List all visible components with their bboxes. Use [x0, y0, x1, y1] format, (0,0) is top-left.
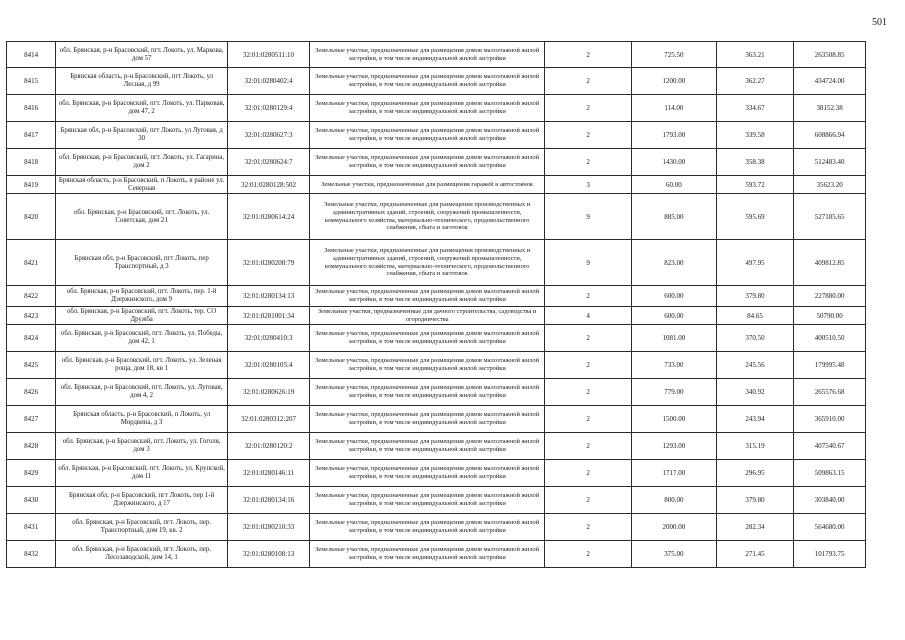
cadastral-number-cell: 32:01:0280210:33 — [227, 514, 309, 541]
row-number-cell: 8426 — [7, 379, 56, 406]
cadastral-value-cell: 564680.00 — [794, 514, 866, 541]
area-cell: 375.00 — [632, 541, 717, 568]
group-cell: 3 — [545, 176, 632, 194]
table-row — [7, 240, 866, 286]
row-number-cell: 8416 — [7, 95, 56, 122]
row-number-cell: 8421 — [7, 240, 56, 286]
address-cell: обл. Брянская, р-н Брасовский, пгт. Локоть, ул. Крупской, дом 11 — [56, 460, 228, 487]
land-use-cell: Земельные участки, предназначенные для размещения домов малоэтажной жилой застройки, в том числе индивидуальной жилой застройки — [310, 406, 545, 433]
land-use-cell: Земельные участки, предназначенные для дачного строительства, садоводства и огородничества — [310, 307, 545, 325]
cadastral-number-cell: 32:01:0280624:7 — [227, 149, 309, 176]
cadastral-number-cell: 32:01:0280511:10 — [227, 42, 309, 68]
cadastral-number-cell: 32:01:0280134:16 — [227, 487, 309, 514]
table-row — [7, 379, 866, 406]
group-cell: 2 — [545, 149, 632, 176]
specific-value-cell: 362.27 — [716, 68, 794, 95]
land-use-cell: Земельные участки, предназначенные для размещения домов малоэтажной жилой застройки, в том числе индивидуальной жилой застройки — [310, 95, 545, 122]
row-number-cell: 8432 — [7, 541, 56, 568]
row-number-cell: 8431 — [7, 514, 56, 541]
area-cell: 725.50 — [632, 42, 717, 68]
table-row — [7, 194, 866, 240]
address-cell: обл. Брянская, р-н Брасовский, пгт. Локоть, ул. Гагарина, дом 2 — [56, 149, 228, 176]
cadastral-value-cell: 101793.75 — [794, 541, 866, 568]
address-cell: Брянская обл, р-н Брасовский, пгт Локоть, ул Луговая, д 30 — [56, 122, 228, 149]
row-number-cell: 8420 — [7, 194, 56, 240]
page-number: 501 — [872, 17, 887, 28]
address-cell: обл. Брянская, р-н Брасовский, пгт. Локоть, ул. Зеленая роща, дом 18, кв 1 — [56, 352, 228, 379]
specific-value-cell: 370.50 — [716, 325, 794, 352]
group-cell: 2 — [545, 433, 632, 460]
address-cell: обл. Брянская, р-н Брасовский, пгт. Локоть, ул. Парковая, дом 47, 2 — [56, 95, 228, 122]
cadastral-number-cell: 32:01:0280627:3 — [227, 122, 309, 149]
table-row — [7, 514, 866, 541]
cadastral-value-cell: 409812.85 — [794, 240, 866, 286]
land-use-cell: Земельные участки, предназначенные для размещения домов малоэтажной жилой застройки, в том числе индивидуальной жилой застройки — [310, 68, 545, 95]
specific-value-cell: 358.38 — [716, 149, 794, 176]
row-number-cell: 8428 — [7, 433, 56, 460]
group-cell: 2 — [545, 406, 632, 433]
table-row — [7, 95, 866, 122]
group-cell: 2 — [545, 286, 632, 307]
land-use-cell: Земельные участки, предназначенные для размещения домов малоэтажной жилой застройки, в том числе индивидуальной жилой застройки — [310, 42, 545, 68]
address-cell: Брянская область, р-н Брасовский, пгт Локоть, ул Лесная, д 99 — [56, 68, 228, 95]
group-cell: 2 — [545, 122, 632, 149]
land-use-cell: Земельные участки, предназначенные для размещения домов малоэтажной жилой застройки, в том числе индивидуальной жилой застройки — [310, 122, 545, 149]
table-row — [7, 433, 866, 460]
area-cell: 1430.00 — [632, 149, 717, 176]
cadastral-number-cell: 32:01:0280129:4 — [227, 95, 309, 122]
land-register-table — [6, 41, 866, 568]
cadastral-value-cell: 50790.00 — [794, 307, 866, 325]
area-cell: 1200.00 — [632, 68, 717, 95]
land-use-cell: Земельные участки, предназначенные для размещения производственных и административных зданий, строений, сооружений промышленности, коммунального хозяйства, материально-технического, продовольственного снабжения, сбыта и заготовок — [310, 240, 545, 286]
address-cell: обл. Брянская, р-н Брасовский, пгт. Локоть, ул. Маркова, дом 57 — [56, 42, 228, 68]
specific-value-cell: 339.58 — [716, 122, 794, 149]
area-cell: 800.00 — [632, 487, 717, 514]
cadastral-number-cell: 32:01:0280146:11 — [227, 460, 309, 487]
group-cell: 2 — [545, 514, 632, 541]
area-cell: 1793.00 — [632, 122, 717, 149]
specific-value-cell: 334.67 — [716, 95, 794, 122]
specific-value-cell: 271.45 — [716, 541, 794, 568]
address-cell: обл. Брянская, р-н Брасовский, пгт. Локоть, пер. 1-й Дзержинского, дом 9 — [56, 286, 228, 307]
cadastral-number-cell: 32:01:0281001:34 — [227, 307, 309, 325]
address-cell: обл. Брянская, р-н Брасовский, пгт. Локоть, ул. Советская, дом 21 — [56, 194, 228, 240]
table-row — [7, 122, 866, 149]
cadastral-value-cell: 509863.15 — [794, 460, 866, 487]
area-cell: 2000.00 — [632, 514, 717, 541]
table-row — [7, 149, 866, 176]
area-cell: 885.00 — [632, 194, 717, 240]
cadastral-number-cell: 32:01:0280626:19 — [227, 379, 309, 406]
group-cell: 2 — [545, 460, 632, 487]
land-use-cell: Земельные участки, предназначенные для размещения гаражей и автостоянок — [310, 176, 545, 194]
specific-value-cell: 315.19 — [716, 433, 794, 460]
table-row — [7, 286, 866, 307]
area-cell: 1500.00 — [632, 406, 717, 433]
group-cell: 9 — [545, 240, 632, 286]
address-cell: Брянская область, р-н Брасовский, п Локоть, ул Мордвина, д 3 — [56, 406, 228, 433]
cadastral-value-cell: 512483.40 — [794, 149, 866, 176]
cadastral-number-cell: 32:01:0280614:24 — [227, 194, 309, 240]
cadastral-number-cell: 32:01:0280134:13 — [227, 286, 309, 307]
cadastral-value-cell: 265576.68 — [794, 379, 866, 406]
address-cell: Брянская обл, р-н Брасовский, пгт Локоть, пер Транспортный, д 3 — [56, 240, 228, 286]
cadastral-number-cell: 32:01:0280120:2 — [227, 433, 309, 460]
group-cell: 2 — [545, 487, 632, 514]
area-cell: 1293.00 — [632, 433, 717, 460]
land-use-cell: Земельные участки, предназначенные для размещения домов малоэтажной жилой застройки, в том числе индивидуальной жилой застройки — [310, 487, 545, 514]
area-cell: 1081.00 — [632, 325, 717, 352]
cadastral-number-cell: 32:01:0280128:502 — [227, 176, 309, 194]
group-cell: 2 — [545, 379, 632, 406]
cadastral-value-cell: 227880.00 — [794, 286, 866, 307]
address-cell: обл. Брянская, р-н Брасовский, пгт. Локоть, тер. СО Дружба — [56, 307, 228, 325]
cadastral-value-cell: 365910.00 — [794, 406, 866, 433]
cadastral-number-cell: 32:01:0280108:13 — [227, 541, 309, 568]
land-use-cell: Земельные участки, предназначенные для размещения домов малоэтажной жилой застройки, в том числе индивидуальной жилой застройки — [310, 379, 545, 406]
specific-value-cell: 282.34 — [716, 514, 794, 541]
land-use-cell: Земельные участки, предназначенные для размещения домов малоэтажной жилой застройки, в том числе индивидуальной жилой застройки — [310, 352, 545, 379]
row-number-cell: 8418 — [7, 149, 56, 176]
specific-value-cell: 296.95 — [716, 460, 794, 487]
row-number-cell: 8417 — [7, 122, 56, 149]
area-cell: 114.00 — [632, 95, 717, 122]
row-number-cell: 8429 — [7, 460, 56, 487]
cadastral-value-cell: 434724.00 — [794, 68, 866, 95]
specific-value-cell: 379.80 — [716, 286, 794, 307]
cadastral-number-cell: 32:01:0280105:4 — [227, 352, 309, 379]
area-cell: 733.00 — [632, 352, 717, 379]
specific-value-cell: 593.72 — [716, 176, 794, 194]
land-use-cell: Земельные участки, предназначенные для размещения домов малоэтажной жилой застройки, в том числе индивидуальной жилой застройки — [310, 514, 545, 541]
specific-value-cell: 379.80 — [716, 487, 794, 514]
cadastral-number-cell: 32:01:0280208:79 — [227, 240, 309, 286]
land-use-cell: Земельные участки, предназначенные для размещения домов малоэтажной жилой застройки, в том числе индивидуальной жилой застройки — [310, 541, 545, 568]
row-number-cell: 8425 — [7, 352, 56, 379]
area-cell: 1717.00 — [632, 460, 717, 487]
area-cell: 600.00 — [632, 307, 717, 325]
row-number-cell: 8424 — [7, 325, 56, 352]
cadastral-value-cell: 179995.48 — [794, 352, 866, 379]
cadastral-value-cell: 608866.94 — [794, 122, 866, 149]
cadastral-value-cell: 400510.50 — [794, 325, 866, 352]
land-use-cell: Земельные участки, предназначенные для размещения домов малоэтажной жилой застройки, в том числе индивидуальной жилой застройки — [310, 325, 545, 352]
row-number-cell: 8423 — [7, 307, 56, 325]
area-cell: 600.00 — [632, 286, 717, 307]
address-cell: обл. Брянская, р-н Брасовский, пгт. Локоть, ул. Гоголя, дом 3 — [56, 433, 228, 460]
specific-value-cell: 595.69 — [716, 194, 794, 240]
cadastral-value-cell: 527185.65 — [794, 194, 866, 240]
table-row — [7, 176, 866, 194]
row-number-cell: 8414 — [7, 42, 56, 68]
table-row — [7, 68, 866, 95]
land-use-cell: Земельные участки, предназначенные для размещения производственных и административных зданий, строений, сооружений промышленности, коммунального хозяйства, материально-технического, продовольственного снабжения, сбыта и заготовок — [310, 194, 545, 240]
area-cell: 823.00 — [632, 240, 717, 286]
address-cell: обл. Брянская, р-н Брасовский, пгт. Локоть, ул. Победы, дом 42, 1 — [56, 325, 228, 352]
cadastral-number-cell: 32:01:0280402:4 — [227, 68, 309, 95]
group-cell: 4 — [545, 307, 632, 325]
group-cell: 9 — [545, 194, 632, 240]
group-cell: 2 — [545, 68, 632, 95]
row-number-cell: 8430 — [7, 487, 56, 514]
area-cell: 60.00 — [632, 176, 717, 194]
group-cell: 2 — [545, 42, 632, 68]
table-row — [7, 406, 866, 433]
cadastral-value-cell: 35623.20 — [794, 176, 866, 194]
table-row — [7, 352, 866, 379]
specific-value-cell: 340.92 — [716, 379, 794, 406]
cadastral-value-cell: 38152.38 — [794, 95, 866, 122]
group-cell: 2 — [545, 352, 632, 379]
cadastral-number-cell: 32:01:0280410:3 — [227, 325, 309, 352]
land-use-cell: Земельные участки, предназначенные для размещения домов малоэтажной жилой застройки, в том числе индивидуальной жилой застройки — [310, 286, 545, 307]
address-cell: обл. Брянская, р-н Брасовский, пгт. Локоть, пер. Транспортный, дом 19, кв. 2 — [56, 514, 228, 541]
table-row — [7, 541, 866, 568]
row-number-cell: 8427 — [7, 406, 56, 433]
land-use-cell: Земельные участки, предназначенные для размещения домов малоэтажной жилой застройки, в том числе индивидуальной жилой застройки — [310, 460, 545, 487]
table-row — [7, 42, 866, 68]
group-cell: 2 — [545, 95, 632, 122]
cadastral-value-cell: 407540.67 — [794, 433, 866, 460]
area-cell: 779.00 — [632, 379, 717, 406]
group-cell: 2 — [545, 325, 632, 352]
address-cell: Брянская обл, р-н Брасовский, пгт Локоть, пер 1-й Дзержинского, д 17 — [56, 487, 228, 514]
cadastral-number-cell: 32:01:0280312:207 — [227, 406, 309, 433]
specific-value-cell: 245.56 — [716, 352, 794, 379]
row-number-cell: 8415 — [7, 68, 56, 95]
specific-value-cell: 84.65 — [716, 307, 794, 325]
address-cell: обл. Брянская, р-н Брасовский, пгт. Локоть, ул. Луговая, дом 4, 2 — [56, 379, 228, 406]
cadastral-value-cell: 303840.00 — [794, 487, 866, 514]
row-number-cell: 8422 — [7, 286, 56, 307]
cadastral-value-cell: 263508.85 — [794, 42, 866, 68]
specific-value-cell: 363.21 — [716, 42, 794, 68]
row-number-cell: 8419 — [7, 176, 56, 194]
address-cell: обл. Брянская, р-н Брасовский, пгт. Локоть, пер. Лесозаводской, дом 14, 1 — [56, 541, 228, 568]
table-row — [7, 487, 866, 514]
address-cell: Брянская область, р-н Брасовский, п Локоть, в районе ул. Северная — [56, 176, 228, 194]
specific-value-cell: 243.94 — [716, 406, 794, 433]
land-use-cell: Земельные участки, предназначенные для размещения домов малоэтажной жилой застройки, в том числе индивидуальной жилой застройки — [310, 149, 545, 176]
land-use-cell: Земельные участки, предназначенные для размещения домов малоэтажной жилой застройки, в том числе индивидуальной жилой застройки — [310, 433, 545, 460]
group-cell: 2 — [545, 541, 632, 568]
table-row — [7, 307, 866, 325]
specific-value-cell: 497.95 — [716, 240, 794, 286]
table-row — [7, 325, 866, 352]
table-row — [7, 460, 866, 487]
